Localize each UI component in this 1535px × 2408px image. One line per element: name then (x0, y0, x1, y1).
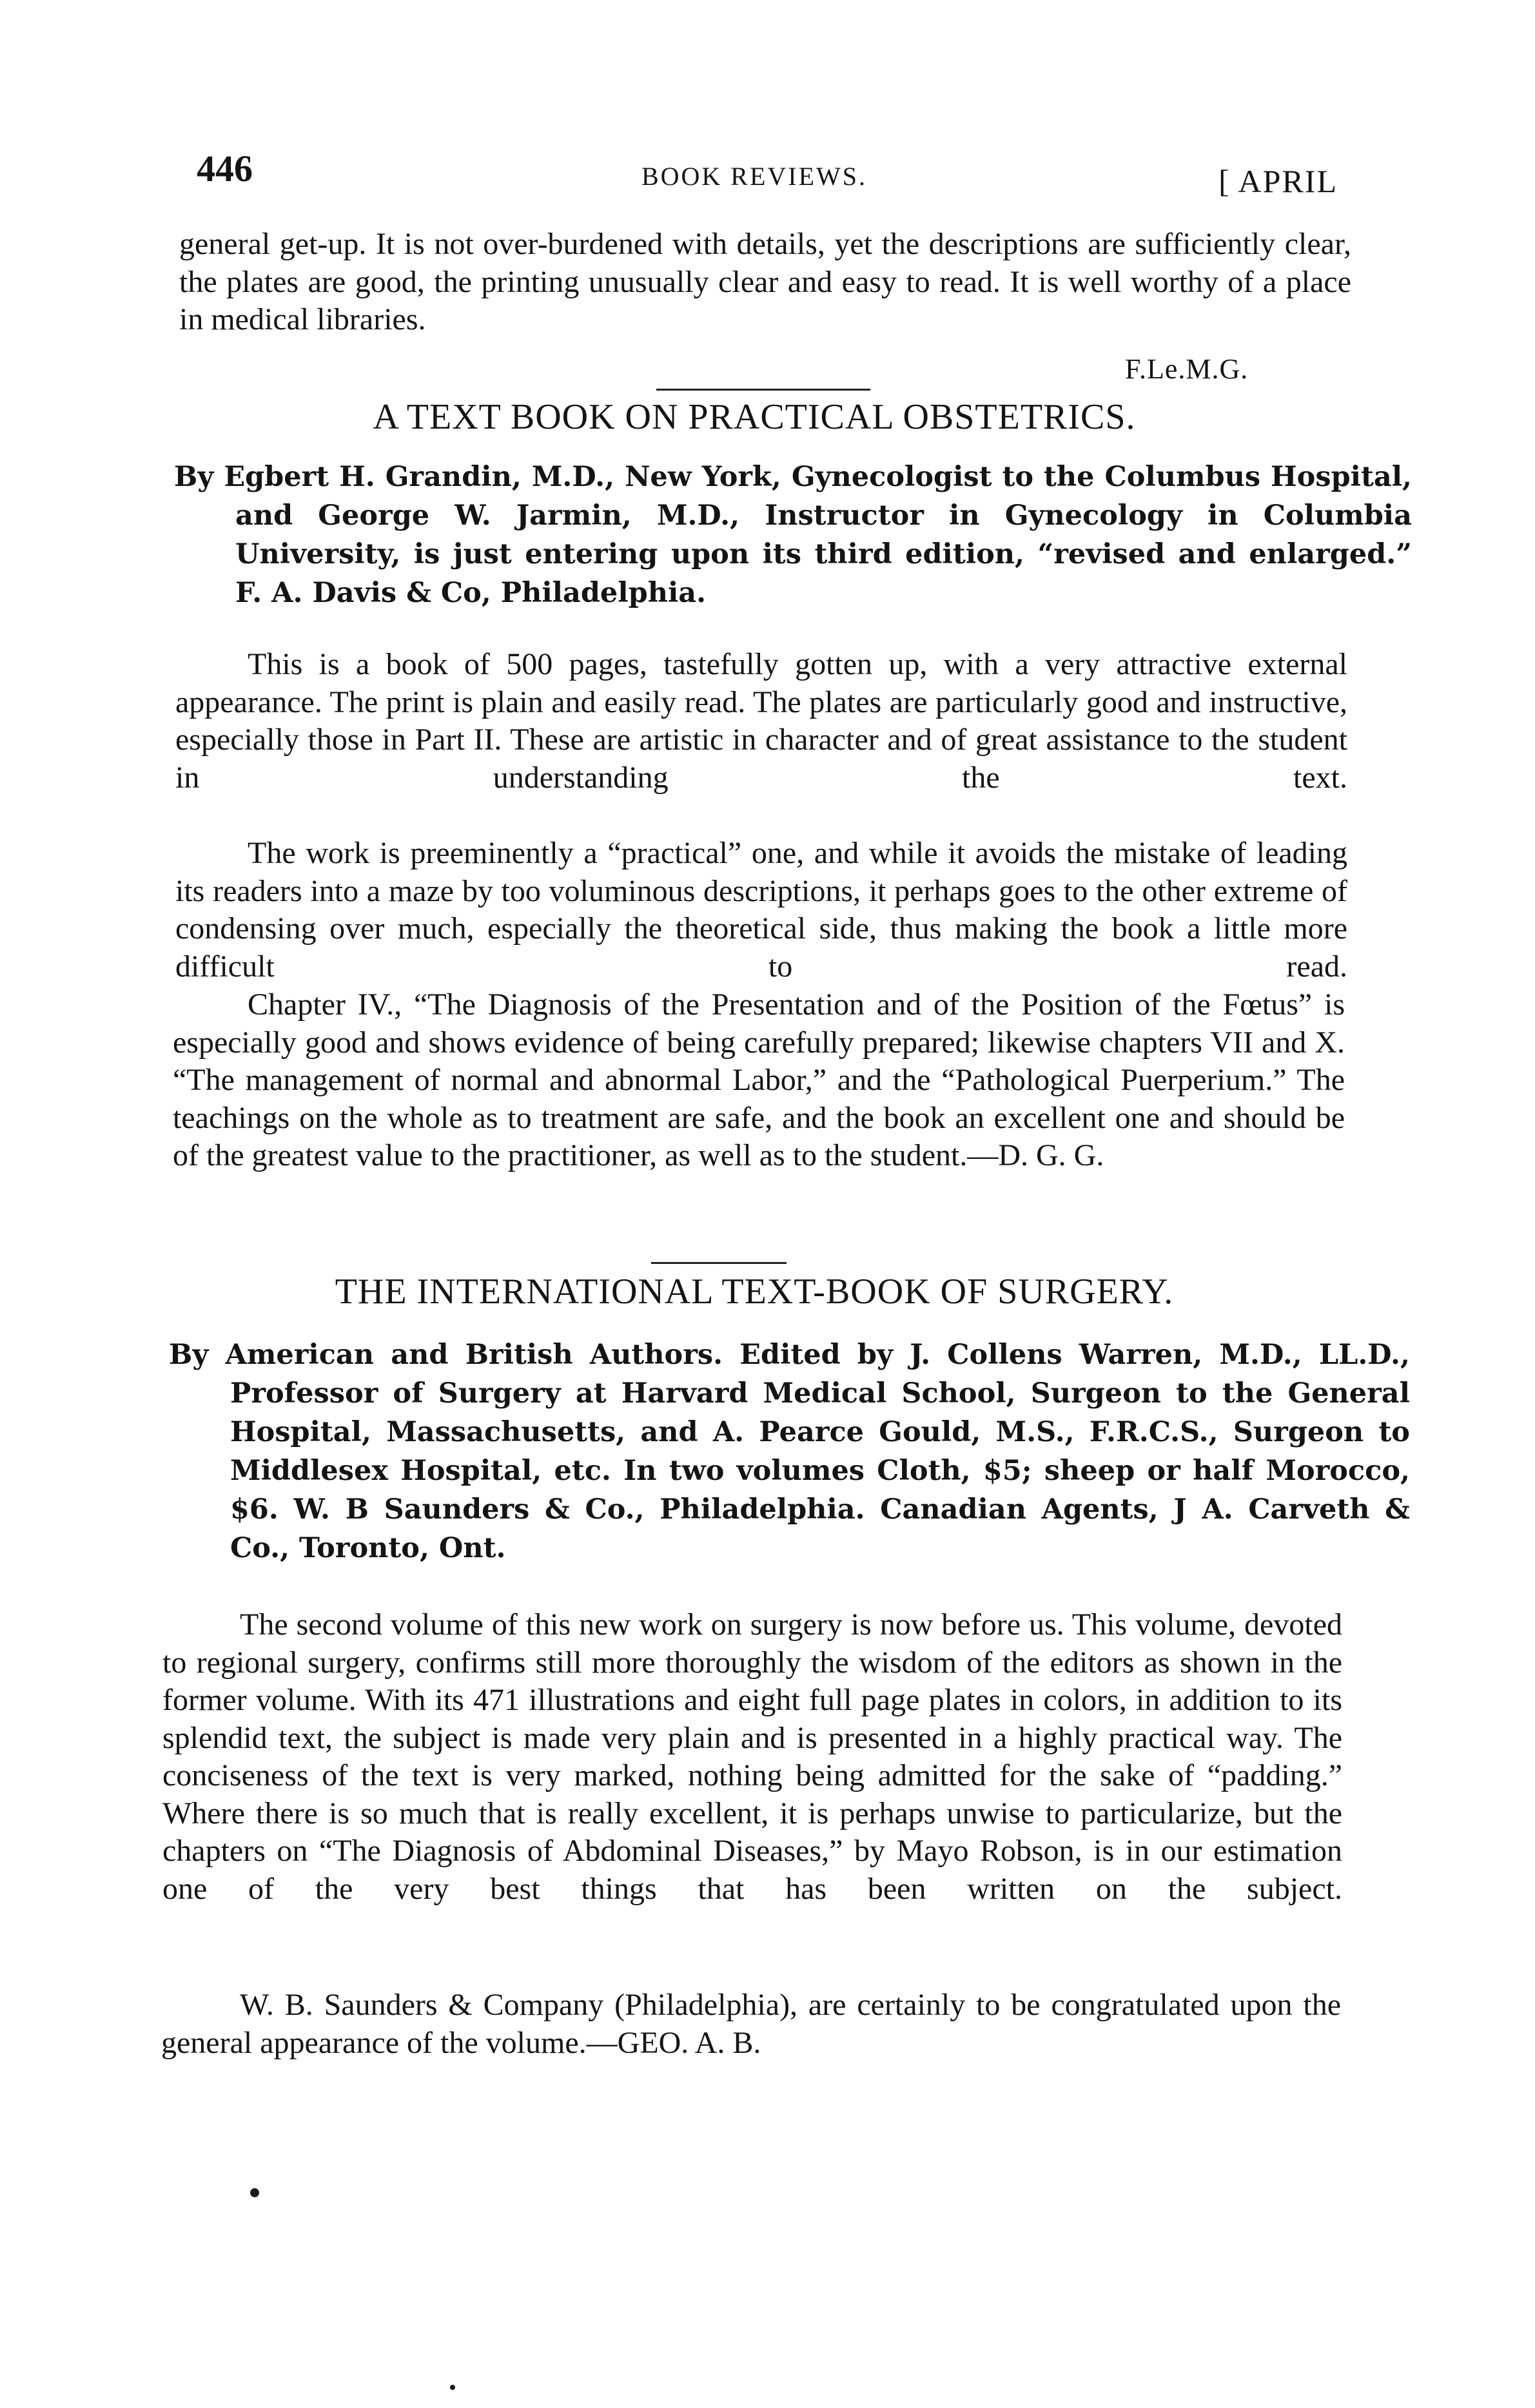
review-paragraph: W. B. Saunders & Company (Philadelphia), are certainly to be congratulated upon the general appearance of the volume.—GEO. A. B. (161, 1988, 1341, 2060)
review-paragraph: Chapter IV., “The Diagnosis of the Presentation and of the Position of the Fœtus” is especially good and shows evidence of being carefully prepared; likewise chapters VII and X. “The management of normal and abnormal Labor,” and the “Pathological Puerperium.” The teachings on the whole as to treatment are safe, and the book an excellent one and should be of the greatest value to the practitioner, as well as to the student.—D. G. G. (173, 987, 1345, 1172)
continued-review-text: general get-up. It is not over-burdened with details, yet the descriptions are sufficiently clear, the plates are good, the printing unusually clear and easy to read. It is well worthy of a place in medical libraries. (179, 227, 1351, 336)
review-paragraph: This is a book of 500 pages, tastefully gotten up, with a very attractive external appearance. The print is plain and easily read. The plates are particularly good and instructive, especially those in Part II. These are artistic in character and of great assistance to the student in understanding the text. (175, 647, 1347, 795)
review-byline-surgery: By American and British Authors. Edited by J. Collens Warren, M.D., LL.D., Professor of Surgery at Harvard Medical School, Surgeon to the General Hospital, Massachusetts, and A. Pearce Gould, M.S., F.R.C.S., Surgeon to Middlesex Hospital, etc. In two volumes Cloth, $5; sheep or half Morocco, $6. W. B Saunders & Co., Philadelphia. Canadian Agents, J A. Carveth & Co., Toronto, Ont. (169, 1339, 1410, 1564)
review-paragraph: The second volume of this new work on surgery is now before us. This volume, devoted to regional surgery, confirms still more thoroughly the wisdom of the editors as shown in the former volume. With its 471 illustrations and eight full page plates in colors, in addition to its splendid text, the subject is made very plain and is presented in a highly practical way. The conciseness of the text is very marked, nothing being admitted for the sake of “padding.” Where there is so much that is really excellent, it is perhaps unwise to particularize, but the chapters on “The Diagnosis of Abdominal Diseases,” by Mayo Robson, is in our estimation one of the very best things that has been written on the subject. (162, 1607, 1342, 1906)
running-head (171, 147, 1338, 205)
print-speck (250, 2188, 259, 2197)
review-title-obstetrics: A TEXT BOOK ON PRACTICAL OBSTETRICS. (373, 397, 1136, 437)
running-head-title: BOOK REVIEWS. (641, 162, 868, 191)
review-byline-obstetrics: By Egbert H. Grandin, M.D., New York, Gynecologist to the Columbus Hospital, and George W. Jarmin, M.D., Instructor in Gynecology in Columbia University, is just entering upon its third edition, “revised and enlarged.” F. A. Davis & Co, Philadelphia. (174, 461, 1412, 609)
running-head-month: [ APRIL (1218, 163, 1338, 199)
section-divider (651, 1262, 787, 1264)
review-paragraph: The work is preeminently a “practical” one, and while it avoids the mistake of leading its readers into a maze by too voluminous descriptions, it perhaps goes to the other extreme of condensing over much, especially the theoretical side, thus making the book a little more difficult to read. (175, 836, 1347, 984)
print-speck (450, 2385, 455, 2390)
section-divider (656, 389, 870, 391)
continued-review-signature: F.Le.M.G. (1125, 353, 1249, 385)
page-number: 446 (197, 148, 253, 189)
review-title-surgery: THE INTERNATIONAL TEXT-BOOK OF SURGERY. (335, 1272, 1174, 1312)
